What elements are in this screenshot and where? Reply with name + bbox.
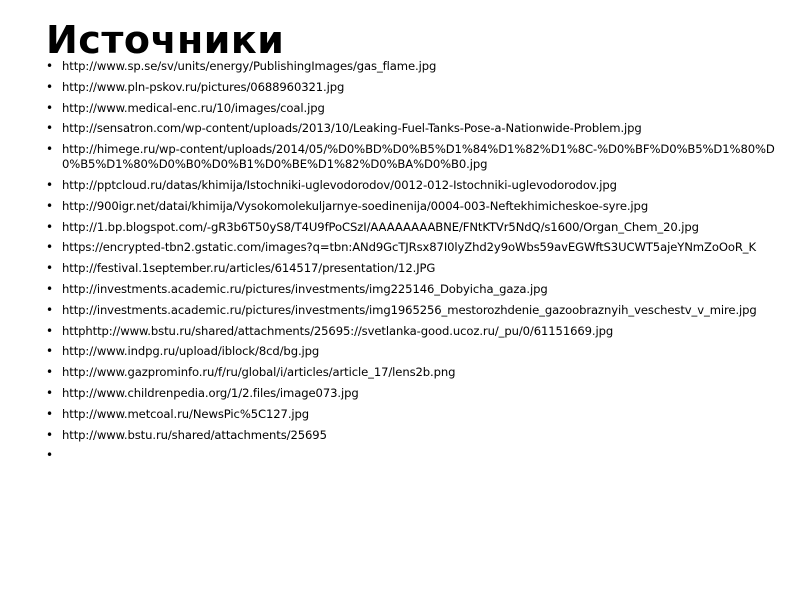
list-item <box>40 121 790 136</box>
list-item <box>40 386 790 401</box>
bullet-icon: • <box>46 59 53 73</box>
source-link[interactable]: http://www.pln-pskov.ru/pictures/0688960321.jpg <box>62 79 345 94</box>
source-link[interactable]: http://investments.academic.ru/pictures/investments/img1965256_mestorozhdenie_gazoobraznyih_veschestv_v_mire.jpg <box>62 302 757 317</box>
bullet-icon: • <box>46 219 53 234</box>
bullet-icon: • <box>46 385 53 400</box>
bullet-icon: • <box>46 344 53 359</box>
source-link[interactable]: http://festival.1september.ru/articles/614517/presentation/12.JPG <box>62 261 436 276</box>
list-item <box>40 80 790 95</box>
bullet-icon: • <box>46 448 53 463</box>
list-item <box>40 365 790 380</box>
bullet-icon: • <box>46 100 53 115</box>
bullet-icon: • <box>46 198 53 213</box>
list-item <box>40 240 790 255</box>
source-link[interactable]: http://www.medical-enc.ru/10/images/coal.jpg <box>62 100 325 115</box>
bullet-icon: • <box>46 142 53 157</box>
list-item <box>40 101 790 116</box>
bullet-icon: • <box>46 79 53 94</box>
list-item <box>40 142 790 172</box>
sources-list <box>40 59 790 463</box>
bullet-icon: • <box>46 406 53 421</box>
source-link[interactable]: httphttp://www.bstu.ru/shared/attachments/25695://svetlanka-good.ucoz.ru/_pu/0/61151669.jpg <box>62 323 614 338</box>
bullet-icon: • <box>46 427 53 442</box>
bullet-icon: • <box>46 177 53 192</box>
source-link[interactable]: http://www.indpg.ru/upload/iblock/8cd/bg.jpg <box>62 344 320 359</box>
source-link[interactable]: http://pptcloud.ru/datas/khimija/Istochniki-uglevodorodov/0012-012-Istochniki-uglevodorodov.jpg <box>62 177 617 192</box>
source-link[interactable]: http://investments.academic.ru/pictures/investments/img225146_Dobyicha_gaza.jpg <box>62 281 548 296</box>
source-link[interactable]: http://900igr.net/datai/khimija/Vysokomolekuljarnye-soedinenija/0004-003-Neftekhimicheskoe-syre.jpg <box>62 198 649 213</box>
list-item <box>40 261 790 276</box>
source-link[interactable]: http://www.metcoal.ru/NewsPic%5C127.jpg <box>62 406 310 421</box>
source-link[interactable]: http://www.gazprominfo.ru/f/ru/global/i/articles/article_17/lens2b.png <box>62 365 456 380</box>
list-item <box>40 303 790 318</box>
page-title: Источники <box>46 18 285 62</box>
source-link[interactable]: http://1.bp.blogspot.com/-gR3b6T50yS8/T4U9fPoCSzI/AAAAAAAABNE/FNtKTVr5NdQ/s1600/Organ_Chem_20.jpg <box>62 219 699 234</box>
source-link[interactable]: https://encrypted-tbn2.gstatic.com/images?q=tbn:ANd9GcTJRsx87I0lyZhd2y9oWbs59avEGWftS3UCWT5ajeYNmZoOoR_K <box>62 240 756 255</box>
list-item <box>40 178 790 193</box>
bullet-icon: • <box>46 281 53 296</box>
list-item <box>40 199 790 214</box>
bullet-icon: • <box>46 261 53 276</box>
source-link[interactable]: http://www.sp.se/sv/units/energy/PublishingImages/gas_flame.jpg <box>62 59 437 73</box>
source-link[interactable]: http://sensatron.com/wp-content/uploads/2013/10/Leaking-Fuel-Tanks-Pose-a-Nationwide-Problem.jpg <box>62 121 642 136</box>
bullet-icon: • <box>46 365 53 380</box>
list-item <box>40 59 790 74</box>
source-link[interactable]: http://www.bstu.ru/shared/attachments/25695 <box>62 427 327 442</box>
bullet-icon: • <box>46 323 53 338</box>
list-item <box>40 407 790 422</box>
bullet-icon: • <box>46 121 53 136</box>
bullet-icon: • <box>46 302 53 317</box>
list-item <box>40 282 790 297</box>
bullet-icon: • <box>46 240 53 255</box>
list-item <box>40 344 790 359</box>
source-link[interactable]: http://himege.ru/wp-content/uploads/2014/05/%D0%BD%D0%B5%D1%84%D1%82%D1%8C-%D0%BF%D0%B5%D1%80%D0%B5%D1%80%D0%B0%D0%B1%D0%BE%D1%82%D0%BA%D0%B0.jpg <box>62 142 775 172</box>
list-item <box>40 324 790 339</box>
source-link[interactable]: http://www.childrenpedia.org/1/2.files/image073.jpg <box>62 385 359 400</box>
list-item <box>40 220 790 235</box>
list-item <box>40 428 790 443</box>
